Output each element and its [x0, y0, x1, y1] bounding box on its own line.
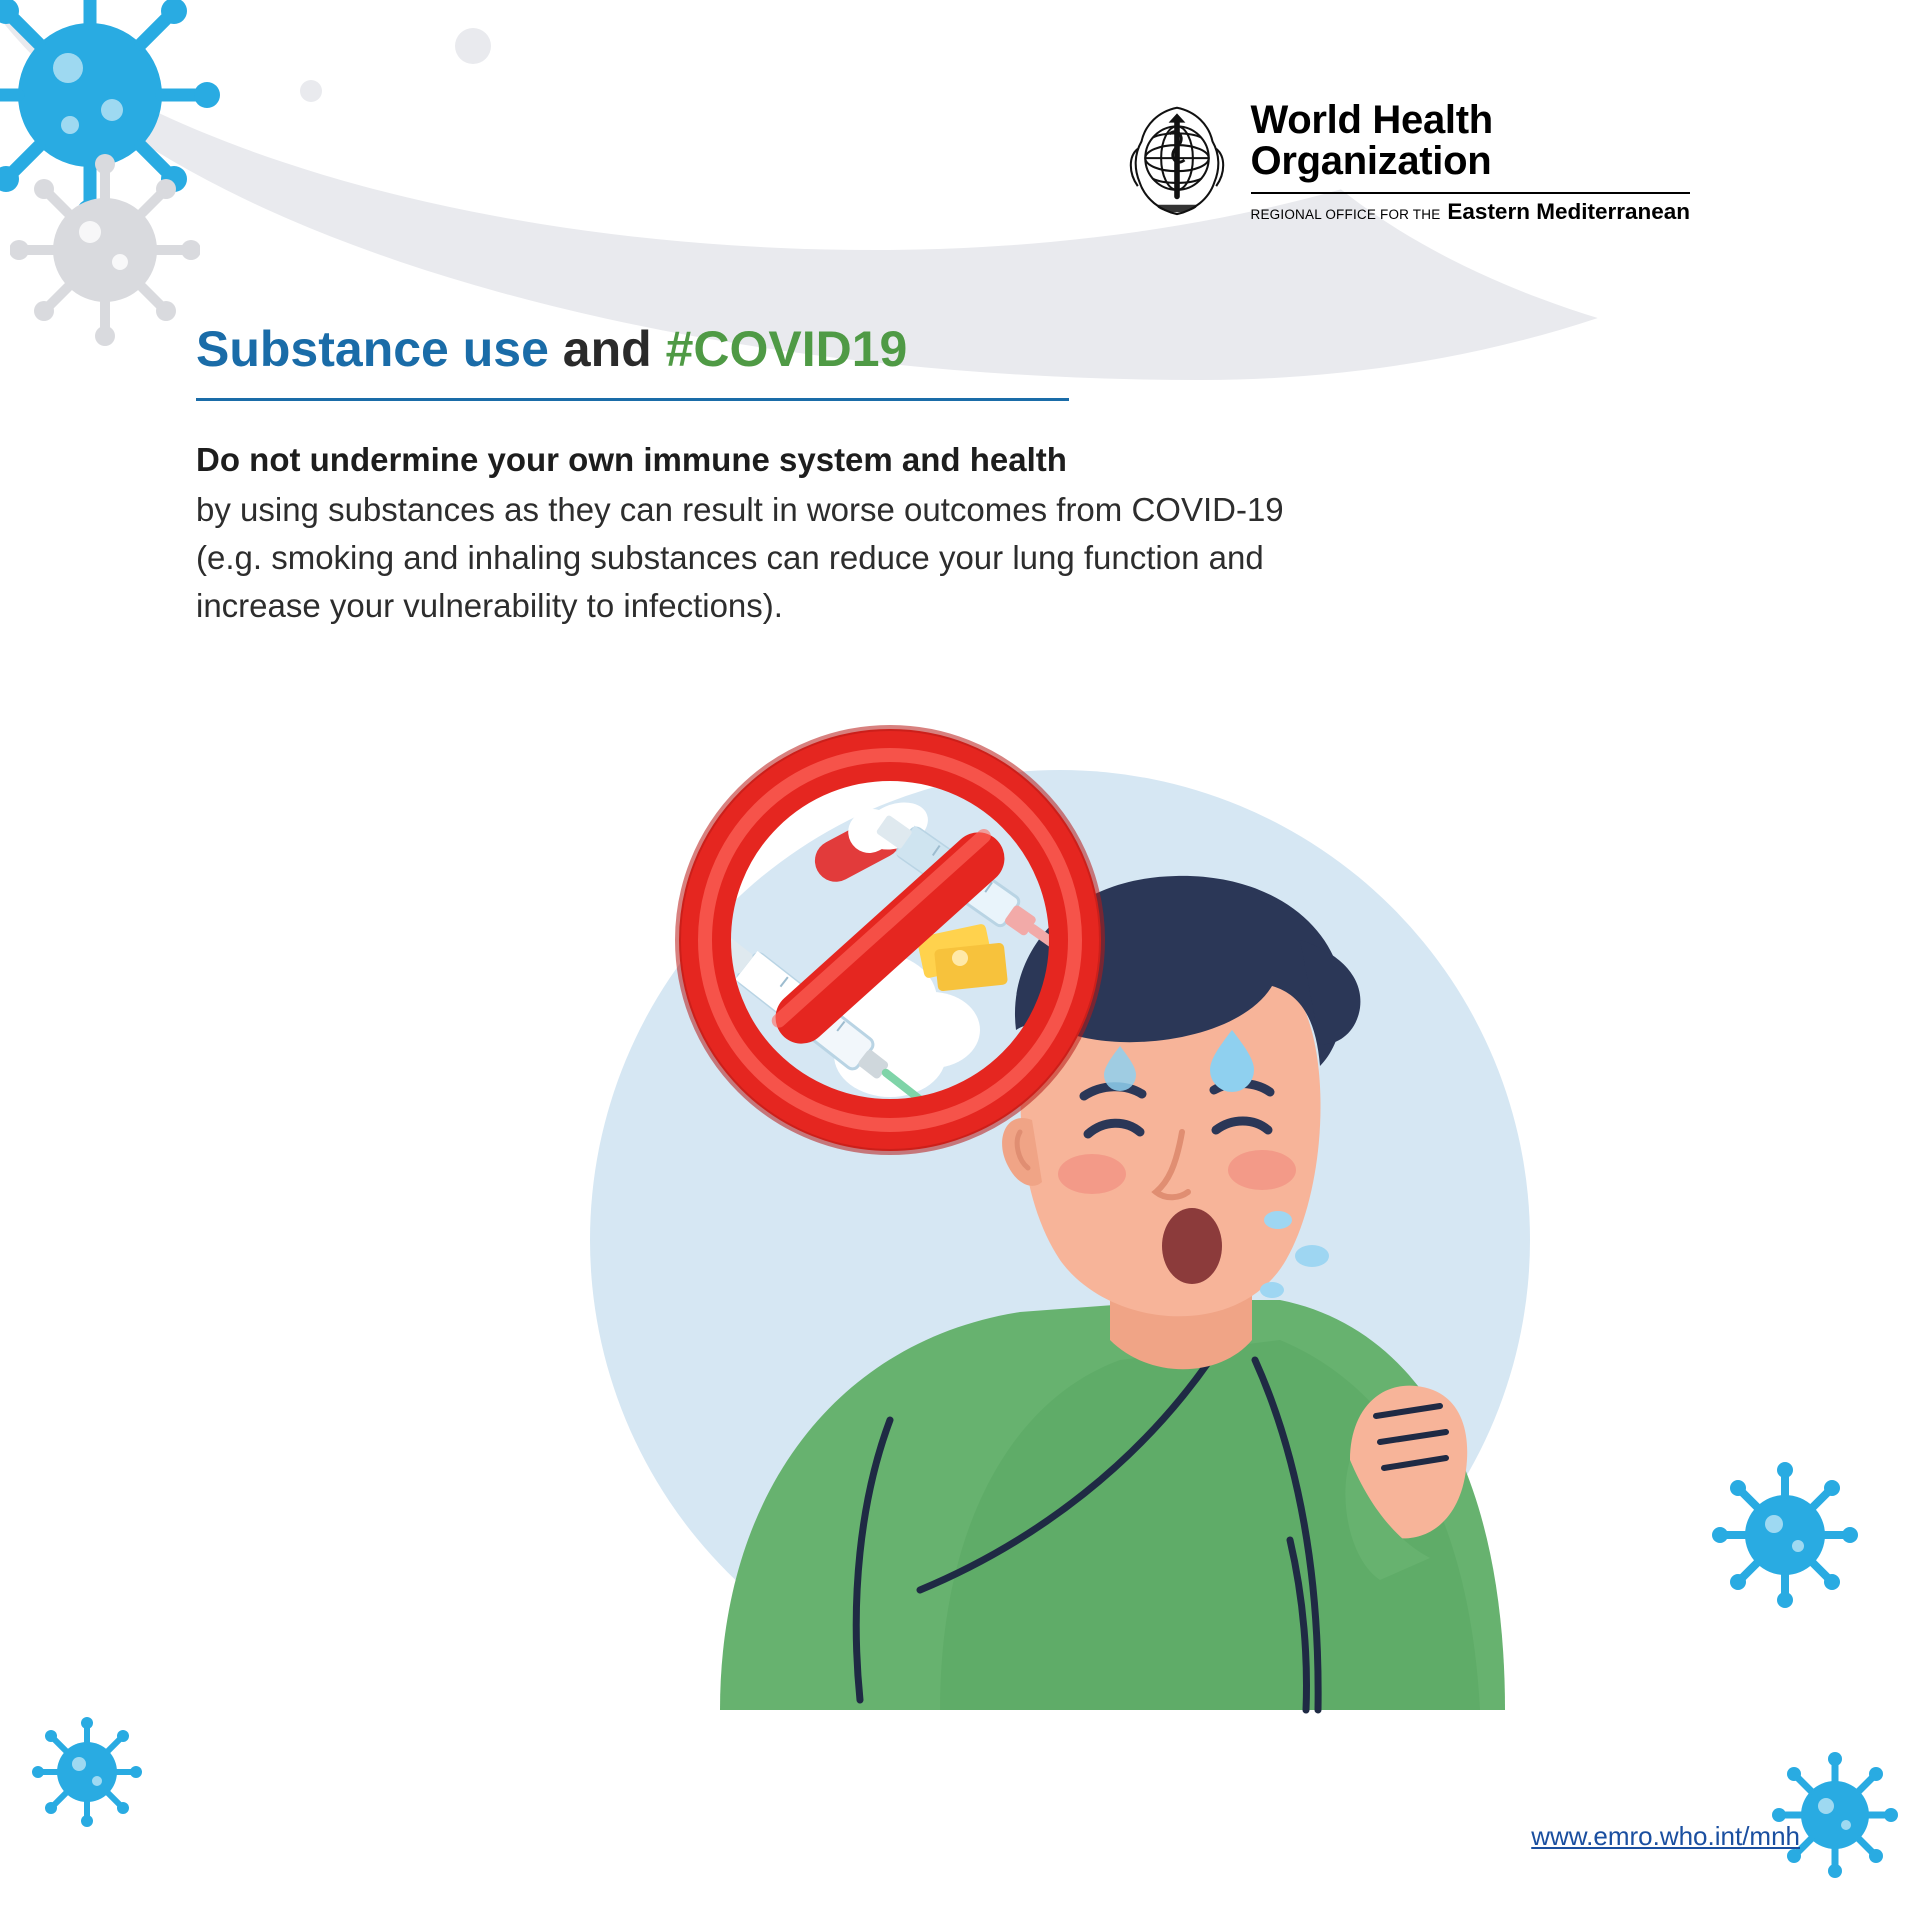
who-divider [1251, 192, 1690, 194]
who-emblem-icon [1121, 100, 1233, 220]
who-regional-prefix: REGIONAL OFFICE FOR THE [1250, 206, 1441, 222]
headline-part-substance-use: Substance use [196, 321, 549, 377]
who-regional-office [1250, 198, 1690, 224]
headline-part-hashtag: #COVID19 [665, 321, 908, 377]
page-title [196, 320, 907, 378]
who-name-line1: World Health [1250, 98, 1493, 142]
virus-icon [10, 150, 200, 350]
body-rest: by using substances as they can result in worse outcomes from COVID-19 (e.g. smoking and inhaling substances can reduce your lung function and increase your vulnerability to infections). [196, 490, 1284, 624]
decorative-bubble [240, 150, 254, 164]
virus-icon [1770, 1750, 1900, 1880]
virus-icon [1710, 1460, 1860, 1610]
decorative-bubble [455, 28, 491, 64]
who-name-line2: Organization [1250, 138, 1492, 183]
virus-icon [30, 1715, 145, 1830]
who-regional-name: Eastern Mediterranean [1447, 198, 1690, 224]
decorative-bubble [300, 80, 322, 102]
who-logo [1121, 100, 1690, 224]
body-lead: Do not undermine your own immune system and health [196, 441, 1067, 478]
footer-website-link[interactable]: www.emro.who.int/mnh [1531, 1821, 1800, 1851]
headline-divider [196, 398, 1069, 401]
illustration [420, 700, 1530, 1730]
body-text [196, 436, 1326, 629]
headline-part-and: and [548, 321, 666, 377]
